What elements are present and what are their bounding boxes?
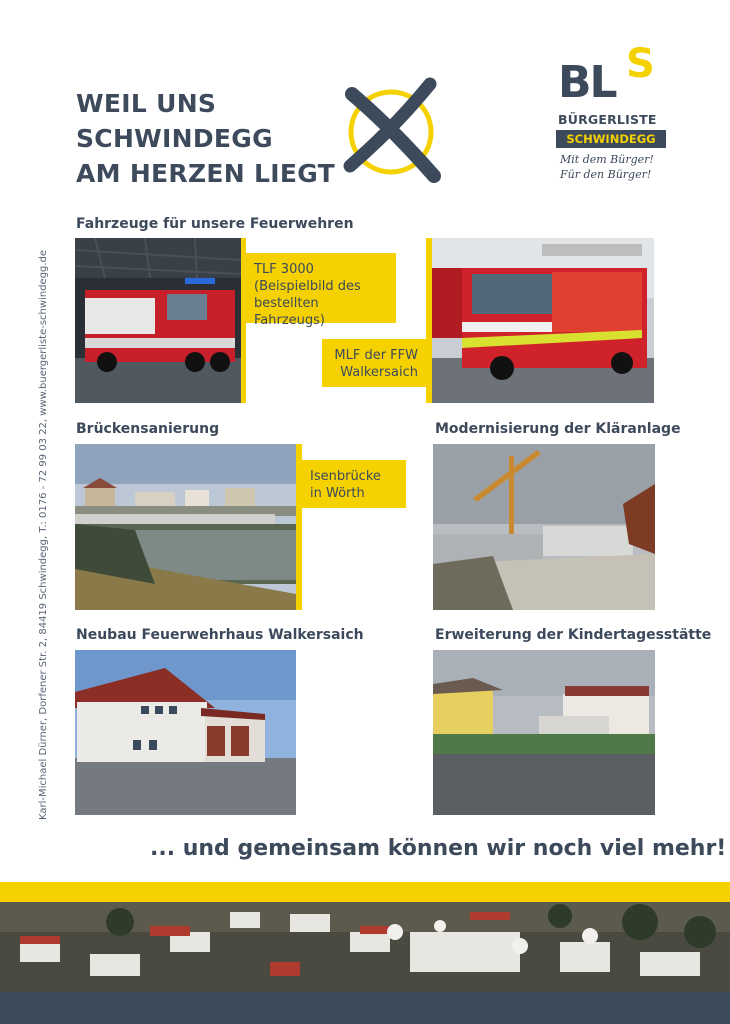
kindergarten-section-title: Erweiterung der Kindertagesstätte [435, 627, 712, 643]
bridge-caption-line-2: in Wörth [310, 486, 365, 501]
closing-line: ... und gemeinsam können wir noch viel mehr! [150, 836, 727, 861]
bridge-photo [75, 444, 296, 610]
treatment-plant-photo [433, 444, 655, 610]
fire-station-photo [75, 650, 296, 815]
logo-letters: BL [558, 57, 616, 108]
buergerliste-logo [556, 41, 676, 184]
tlf-caption-line-1: TLF 3000 [254, 262, 314, 277]
logo-superscript: S [626, 41, 655, 87]
logo-slogan-line-1: Mit dem Bürger! [560, 153, 654, 166]
tlf-caption-box [246, 253, 396, 328]
mlf-caption-line-1: MLF der FFW [334, 348, 418, 363]
treatment-section-title: Modernisierung der Kläranlage [435, 421, 681, 437]
firehouse-section-title: Neubau Feuerwehrhaus Walkersaich [76, 627, 364, 643]
logo-name: BÜRGERLISTE [558, 112, 657, 127]
bridge-caption-line-1: Isenbrücke [310, 469, 381, 484]
logo-slogan-line-2: Für den Bürger! [560, 168, 652, 181]
navy-band [0, 992, 730, 1024]
vehicles-section-title: Fahrzeuge für unsere Feuerwehren [76, 216, 354, 232]
contact-imprint: Karl-Michael Dürner, Dorfener Str. 2, 84419 Schwindegg, T.: 0176 - 72 99 03 22, www.buergerliste-schwindegg.de [38, 249, 49, 820]
headline [76, 86, 335, 191]
fire-truck-mlf-photo [432, 238, 654, 403]
bridge-caption-box [302, 460, 406, 508]
fire-truck-tlf-photo [75, 238, 241, 403]
yellow-band [0, 882, 730, 902]
logo-slogan [560, 152, 654, 182]
ballot-cross-icon [342, 76, 442, 188]
mlf-caption-box [322, 339, 426, 387]
tlf-caption-line-2: (Beispielbild des [254, 279, 361, 294]
aerial-village-photo [0, 902, 730, 992]
bridge-section-title: Brückensanierung [76, 421, 220, 437]
mlf-caption-line-2: Walkersaich [340, 365, 418, 380]
tlf-caption-line-3: bestellten Fahrzeugs) [254, 296, 325, 328]
headline-line-1: WEIL UNS [76, 89, 217, 118]
logo-town: SCHWINDEGG [556, 130, 666, 148]
kindergarten-photo [433, 650, 655, 815]
headline-line-3: AM HERZEN LIEGT [76, 159, 335, 188]
headline-line-2: SCHWINDEGG [76, 124, 273, 153]
